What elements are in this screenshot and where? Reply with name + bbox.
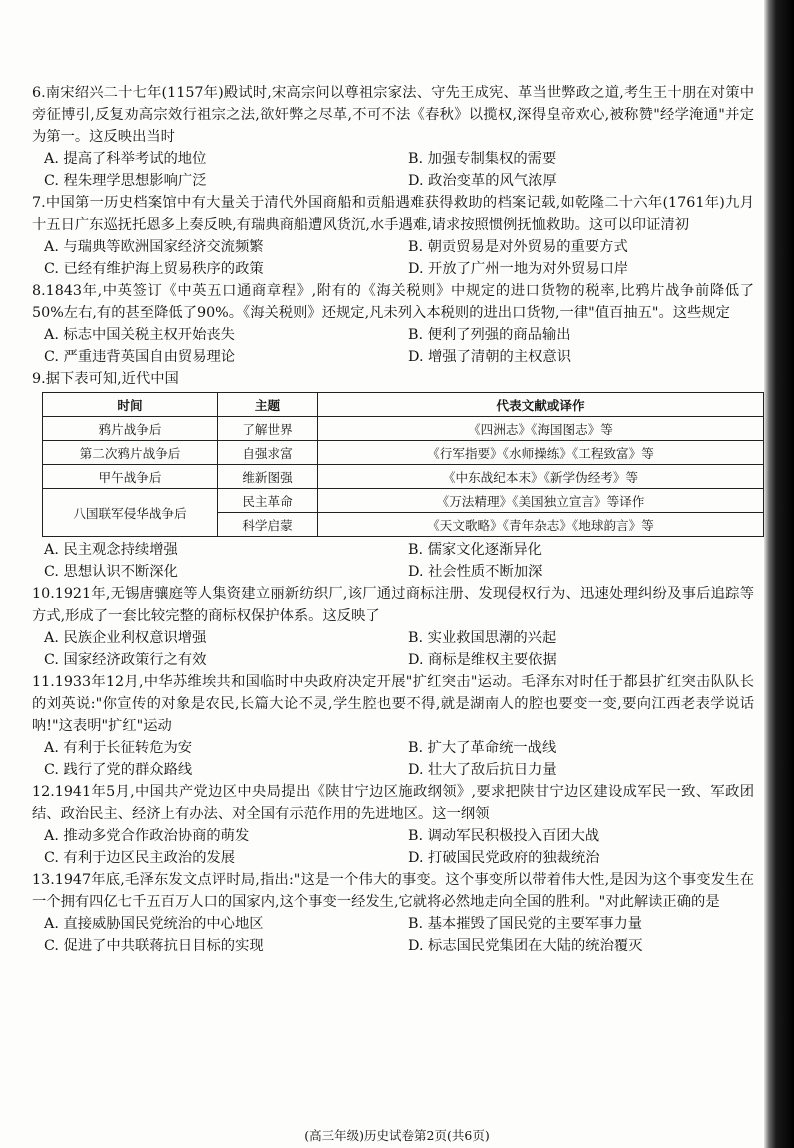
option-b: B. 实业救国思潮的兴起 — [408, 630, 557, 646]
option-b: B. 扩大了革命统一战线 — [408, 740, 557, 756]
option-d: D. 政治变革的风气浓厚 — [408, 173, 557, 189]
table-header-cell: 主题 — [218, 393, 318, 417]
option-b: B. 加强专制集权的需要 — [408, 151, 557, 167]
option-b: B. 调动军民积极投入百团大战 — [408, 828, 600, 844]
table-cell: 民主革命 — [218, 489, 318, 513]
table-header-row — [43, 393, 764, 417]
scan-edge-shadow — [764, 0, 794, 1148]
question-stem: 9.据下表可知,近代中国 — [32, 371, 179, 387]
option-d: D. 标志国民党集团在大陆的统治覆灭 — [408, 938, 643, 954]
table-row — [43, 417, 764, 441]
option-d: D. 开放了广州一地为对外贸易口岸 — [408, 261, 629, 277]
table-cell: 《四洲志》《海国图志》等 — [318, 417, 764, 441]
table-cell: 《中东战纪本末》《新学伪经考》等 — [318, 465, 764, 489]
question-stem: 6.南宋绍兴二十七年(1157年)殿试时,宋高宗问以尊祖宗家法、守先王成宪、革当世弊政之道,考生王十朋在对策中旁征博引,反复劝高宗效行祖宗之法,欲奸弊之尽革,不可不法《春秋》以揽权,深得皇帝欢心,被称赞"经学淹通"并定为第一。这反映出当时 — [32, 85, 754, 145]
options-grid — [32, 324, 754, 368]
options-grid — [32, 627, 754, 671]
option-d: D. 打破国民党政府的独裁统治 — [408, 850, 600, 866]
option-c: C. 程朱理学思想影响广泛 — [44, 173, 207, 189]
option-a: A. 民主观念持续增强 — [44, 542, 178, 558]
question-stem: 8.1843年,中英签订《中英五口通商章程》,附有的《海关税则》中规定的进口货物的税率,比鸦片战争前降低了50%左右,有的甚至降低了90%。《海关税则》还规定,凡未列入本税则的进出口货物,一律"值百抽五"。这些规定 — [32, 283, 754, 321]
question-13 — [32, 869, 754, 957]
options-grid — [32, 737, 754, 781]
option-d: D. 商标是维权主要依据 — [408, 652, 557, 668]
table-cell: 第二次鸦片战争后 — [43, 441, 218, 465]
table-row — [43, 441, 764, 465]
option-a: A. 推动多党合作政治协商的萌发 — [44, 828, 250, 844]
table-cell: 鸦片战争后 — [43, 417, 218, 441]
options-grid — [32, 148, 754, 192]
option-b: B. 基本摧毁了国民党的主要军事力量 — [408, 916, 643, 932]
option-a: A. 与瑞典等欧洲国家经济交流频繁 — [44, 239, 264, 255]
option-d: D. 社会性质不断加深 — [408, 564, 543, 580]
question-stem: 11.1933年12月,中华苏维埃共和国临时中央政府决定开展"扩红突击"运动。毛泽东对时任于都县扩红突击队队长的刘英说:"你宣传的对象是农民,长篇大论不灵,学生腔也要不得,就是湖南人的腔也要变一变,要向江西老表学说话呐!"这表明"扩红"运动 — [32, 674, 754, 734]
table-cell: 维新图强 — [218, 465, 318, 489]
table-cell: 科学启蒙 — [218, 513, 318, 537]
question-9 — [32, 368, 754, 583]
table-cell: 八国联军侵华战争后 — [43, 489, 218, 537]
question-7 — [32, 192, 754, 280]
table-header-cell: 代表文献或译作 — [318, 393, 764, 417]
table-cell: 《行军指要》《水师操练》《工程致富》等 — [318, 441, 764, 465]
table-cell: 甲午战争后 — [43, 465, 218, 489]
table-header-cell: 时间 — [43, 393, 218, 417]
option-a: A. 民族企业利权意识增强 — [44, 630, 207, 646]
option-c: C. 促进了中共联蒋抗日目标的实现 — [44, 938, 264, 954]
option-a: A. 提高了科举考试的地位 — [44, 151, 207, 167]
option-c: C. 已经有维护海上贸易秩序的政策 — [44, 261, 264, 277]
option-b: B. 朝贡贸易是对外贸易的重要方式 — [408, 239, 628, 255]
option-a: A. 标志中国关税主权开始丧失 — [44, 327, 235, 343]
table-cell: 了解世界 — [218, 417, 318, 441]
options-grid — [32, 236, 754, 280]
question-6 — [32, 82, 754, 192]
option-a: A. 有利于长征转危为安 — [44, 740, 193, 756]
table-row — [43, 489, 764, 513]
question-stem: 12.1941年5月,中国共产党边区中央局提出《陕甘宁边区施政纲领》,要求把陕甘宁边区建设成军民一致、军政团结、政治民主、经济上有办法、对全国有示范作用的先进地区。这一纲领 — [32, 784, 754, 822]
options-grid — [32, 825, 754, 869]
history-table — [42, 392, 764, 537]
table-row — [43, 465, 764, 489]
option-b: B. 便利了列强的商品输出 — [408, 327, 571, 343]
option-a: A. 直接威胁国民党统治的中心地区 — [44, 916, 264, 932]
table-cell: 《万法精理》《美国独立宣言》等译作 — [318, 489, 764, 513]
option-c: C. 严重违背英国自由贸易理论 — [44, 349, 236, 365]
question-stem: 7.中国第一历史档案馆中有大量关于清代外国商船和贡船遇难获得救助的档案记载,如乾隆二十六年(1761年)九月十五日广东巡抚托恩多上奏反映,有瑞典商船遭风货沉,水手遇难,请求按照惯例抚恤救助。这可以印证清初 — [32, 195, 754, 233]
option-c: C. 有利于边区民主政治的发展 — [44, 850, 236, 866]
option-c: C. 思想认识不断深化 — [44, 564, 178, 580]
option-b: B. 儒家文化逐渐异化 — [408, 542, 542, 558]
option-d: D. 增强了清朝的主权意识 — [408, 349, 572, 365]
table-cell: 自强求富 — [218, 441, 318, 465]
exam-page-content — [32, 82, 754, 957]
question-stem: 13.1947年底,毛泽东发文点评时局,指出:"这是一个伟大的事变。这个事变所以带着伟大性,是因为这个事变发生在一个拥有四亿七千五百万人口的国家内,这个事变一经发生,它就将必然地走向全国的胜利。"对此解读正确的是 — [32, 872, 754, 910]
options-grid — [32, 913, 754, 957]
table-cell: 《天文歌略》《青年杂志》《地球韵言》等 — [318, 513, 764, 537]
option-d: D. 壮大了敌后抗日力量 — [408, 762, 557, 778]
option-c: C. 践行了党的群众路线 — [44, 762, 193, 778]
question-11 — [32, 671, 754, 781]
question-10 — [32, 583, 754, 671]
option-c: C. 国家经济政策行之有效 — [44, 652, 207, 668]
question-12 — [32, 781, 754, 869]
question-8 — [32, 280, 754, 368]
question-stem: 10.1921年,无锡唐骧庭等人集资建立丽新纺织厂,该厂通过商标注册、发现侵权行为、迅速处理纠纷及事后追踪等方式,形成了一套比较完整的商标权保护体系。这反映了 — [32, 586, 754, 624]
page-footer: (高三年级)历史试卷第2页(共6页) — [304, 1128, 490, 1143]
options-grid — [32, 539, 754, 583]
